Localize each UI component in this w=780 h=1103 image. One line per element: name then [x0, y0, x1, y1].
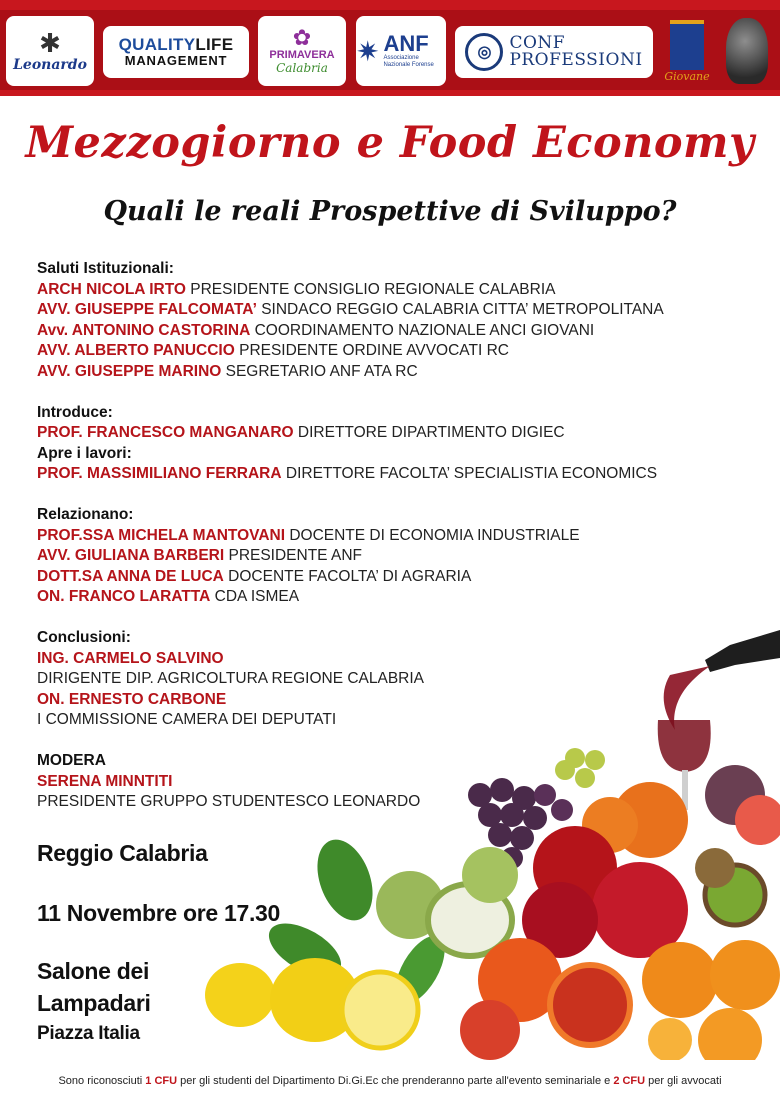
- speaker-line: [37, 567, 757, 588]
- page-subtitle: Quali le reali Prospettive di Sviluppo?: [103, 196, 677, 227]
- speaker-line: [37, 526, 757, 547]
- blood-orange-slice: [460, 1000, 520, 1060]
- speaker-role: PRESIDENTE CONSIGLIO REGIONALE CALABRIA: [185, 280, 556, 298]
- speaker-role: I COMMISSIONE CAMERA DEI DEPUTATI: [37, 711, 337, 728]
- footer-text: per gli avvocati: [645, 1075, 722, 1087]
- speaker-name: ON. FRANCO LARATTA: [37, 588, 211, 605]
- life-text: LIFE: [195, 35, 234, 54]
- speaker-line: [37, 423, 757, 444]
- fruit-illustration: [170, 620, 780, 1060]
- event-date: 11 Novembre ore 17.30: [37, 900, 281, 926]
- anf-text: ANF: [383, 31, 429, 56]
- speaker-role: SEGRETARIO ANF ATA RC: [221, 362, 418, 380]
- speaker-name: PROF.SSA MICHELA MANTOVANI: [37, 526, 286, 544]
- modera-heading: MODERA: [37, 752, 106, 769]
- calabria-text: Calabria: [276, 61, 328, 75]
- blood-orange-slice: [550, 965, 630, 1045]
- green-grapes: [555, 748, 605, 788]
- anf-logo: [356, 16, 446, 86]
- giovane-text: Giovane: [664, 69, 710, 83]
- kiwi-whole: [695, 848, 735, 888]
- speaker-name: ARCH NICOLA IRTO: [37, 280, 186, 298]
- orange: [710, 940, 780, 1010]
- lemon-slice: [342, 972, 418, 1048]
- saluti-heading: Saluti Istituzionali:: [37, 260, 174, 277]
- speaker-role: PRESIDENTE ORDINE AVVOCATI RC: [234, 342, 509, 359]
- lemon: [205, 963, 275, 1027]
- star-icon: ✷: [356, 35, 380, 67]
- page-title: Mezzogiorno e Food Economy: [25, 118, 755, 168]
- speaker-role: DIRETTORE DIPARTIMENTO DIGIEC: [293, 424, 565, 441]
- speaker-role: DOCENTE FACOLTA’ DI AGRARIA: [223, 567, 472, 585]
- apre-heading: Apre i lavori:: [37, 444, 132, 462]
- primavera-calabria-logo: [258, 16, 346, 86]
- giovane-logo: [662, 16, 712, 86]
- bust-icon: [726, 18, 768, 84]
- leonardo-logo-text: Leonardo: [13, 57, 87, 73]
- event-venue-line2: Lampadari: [37, 990, 151, 1016]
- management-text: MANAGEMENT: [124, 53, 228, 68]
- speaker-name: PROF. MASSIMILIANO FERRARA: [37, 465, 282, 482]
- quality-life-logo: [103, 26, 249, 78]
- vitruvian-icon: ✱: [39, 28, 61, 58]
- footer-text: Sono riconosciuti: [58, 1075, 146, 1087]
- speaker-role: SINDACO REGGIO CALABRIA CITTA’ METROPOLITANA: [256, 301, 664, 318]
- speaker-role: DIRETTORE FACOLTA’ SPECIALISTIA ECONOMICS: [281, 465, 658, 482]
- speaker-name: ON. ERNESTO CARBONE: [37, 690, 227, 708]
- footer-text: per gli studenti del Dipartimento Di.Gi.Ec che prenderanno parte all'evento seminariale e: [177, 1075, 614, 1087]
- introduce-heading: Introduce:: [37, 403, 113, 421]
- speaker-line: [37, 341, 757, 362]
- speaker-name: AVV. GIUSEPPE MARINO: [37, 362, 222, 380]
- fruit-illustration-svg: [170, 620, 780, 1060]
- professioni-text: PROFESSIONI: [509, 50, 643, 70]
- speaker-name: Avv. ANTONINO CASTORINA: [37, 321, 251, 339]
- wine-glass: [658, 720, 711, 772]
- speaker-name: AVV. ALBERTO PANUCCIO: [37, 342, 235, 359]
- bust-portrait: [720, 16, 774, 86]
- leaf: [307, 832, 383, 928]
- cfu-students: 1 CFU: [145, 1075, 178, 1087]
- tower-icon: [670, 20, 704, 70]
- event-city: Reggio Calabria: [37, 840, 208, 866]
- moderator-role: PRESIDENTE GRUPPO STUDENTESCO LEONARDO: [37, 793, 421, 810]
- speaker-role: COORDINAMENTO NAZIONALE ANCI GIOVANI: [250, 321, 595, 339]
- speaker-line: [37, 546, 757, 567]
- speaker-role: CDA ISMEA: [210, 588, 300, 605]
- speaker-name: PROF. FRANCESCO MANGANARO: [37, 424, 294, 441]
- speaker-role: DIRIGENTE DIP. AGRICOLTURA REGIONE CALABRIA: [37, 670, 425, 687]
- conf-text: CONF: [509, 33, 566, 53]
- event-venue-line3: Piazza Italia: [37, 1023, 140, 1044]
- mandarin-segment: [648, 1018, 692, 1060]
- flower-icon: ✿: [292, 25, 312, 50]
- footer-note: [0, 1075, 780, 1087]
- wine-bottle: [705, 630, 780, 672]
- mandarin: [698, 1008, 762, 1060]
- speaker-line: [37, 464, 757, 485]
- speaker-line: [37, 280, 757, 301]
- speaker-name: AVV. GIULIANA BARBERI: [37, 547, 225, 564]
- speaker-name: AVV. GIUSEPPE FALCOMATA’: [37, 301, 257, 318]
- speaker-role: PRESIDENTE ANF: [224, 547, 362, 564]
- cfu-lawyers: 2 CFU: [613, 1075, 646, 1087]
- leonardo-logo: [6, 16, 94, 86]
- custard-apple: [462, 847, 518, 903]
- speaker-line: [37, 300, 757, 321]
- confprofessioni-logo: [455, 26, 653, 78]
- speaker-line: [37, 362, 757, 383]
- primavera-text: PRIMAVERA: [269, 49, 335, 61]
- relazionano-heading: Relazionano:: [37, 506, 134, 523]
- anf-subtext: Associazione Nazionale Forense: [383, 55, 434, 68]
- quality-text: QUALITY: [118, 35, 196, 54]
- moderator-name: SERENA MINNTITI: [37, 772, 173, 790]
- speaker-line: [37, 321, 757, 342]
- speaker-line: [37, 587, 757, 608]
- event-venue-line1: Salone dei: [37, 958, 150, 984]
- speaker-role: DOCENTE DI ECONOMIA INDUSTRIALE: [285, 526, 580, 544]
- conclusioni-heading: Conclusioni:: [37, 629, 131, 646]
- orange: [642, 942, 718, 1018]
- speaker-name: DOTT.SA ANNA DE LUCA: [37, 567, 224, 585]
- speaker-name: ING. CARMELO SALVINO: [37, 649, 224, 667]
- confprofessioni-mark-icon: ◎: [465, 33, 503, 71]
